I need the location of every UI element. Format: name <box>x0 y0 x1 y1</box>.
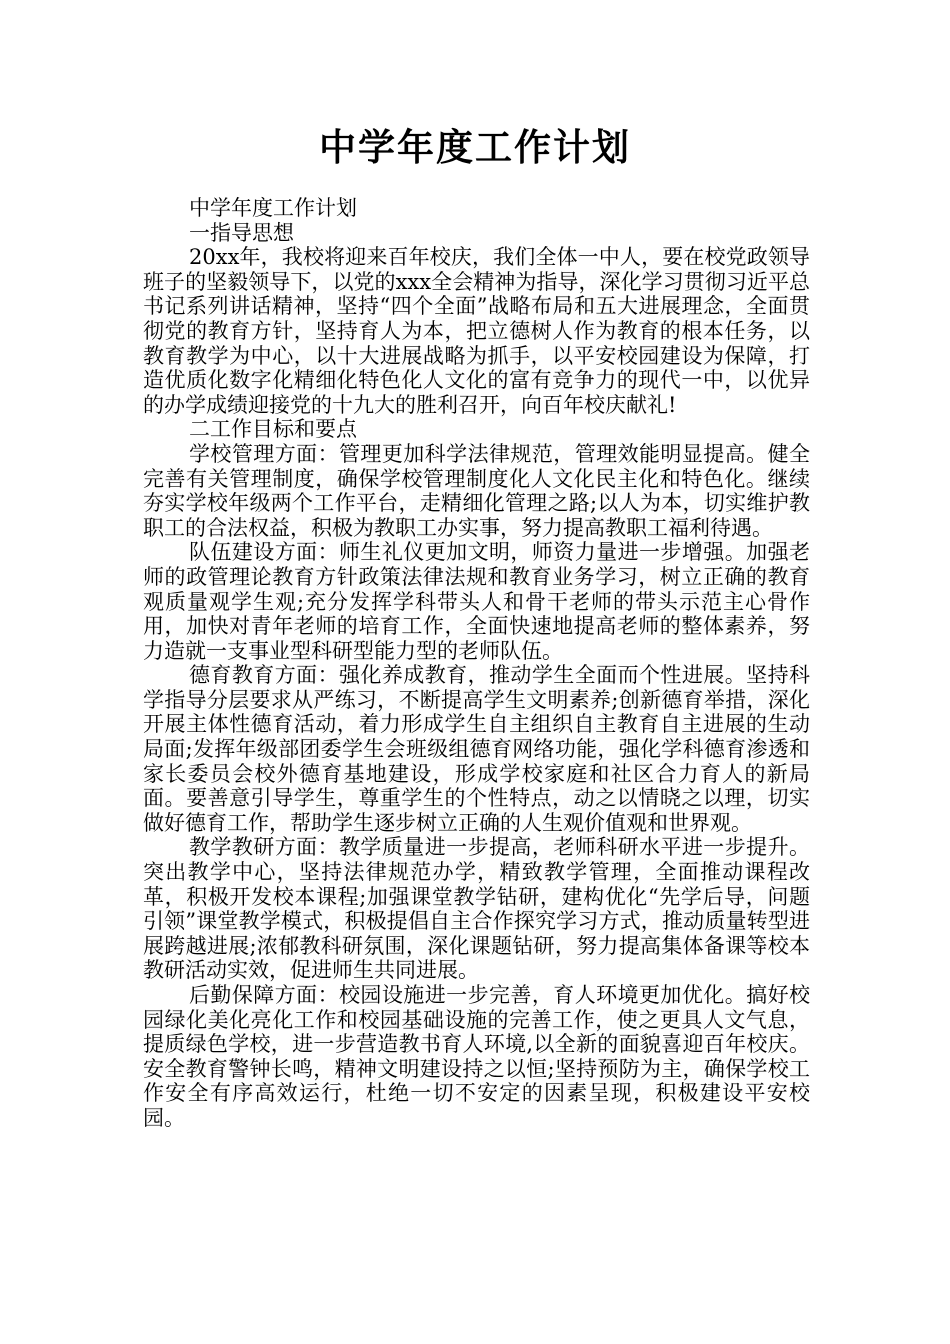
paragraph-moral-education: 德育教育方面：强化养成教育，推动学生全面而个性进展。坚持科学指导分层要求从严练习，不断提高学生文明素养;创新德育举措，深化开展主体性德育活动，着力形成学生自主组织自主教育自主进展的生动局面;发挥年级部团委学生会班级组德育网络功能，强化学科德育渗透和家长委员会校外德育基地建设，形成学校家庭和社区合力育人的新局面。要善意引导学生，尊重学生的个性特点，动之以情晓之以理，切实做好德育工作，帮助学生逐步树立正确的人生观价值观和世界观。 <box>143 663 810 835</box>
document-body <box>143 196 810 1131</box>
subtitle-paragraph: 中学年度工作计划 <box>189 196 357 220</box>
paragraph-guiding-thought: 20xx年，我校将迎来百年校庆，我们全体一中人，要在校党政领导班子的坚毅领导下，以党的xxx全会精神为指导，深化学习贯彻习近平总书记系列讲话精神，坚持“四个全面”战略布局和五大进展理念，全面贯彻党的教育方针，坚持育人为本，把立德树人作为教育的根本任务，以教育教学为中心，以十大进展战略为抓手，以平安校园建设为保障，打造优质化数字化精细化特色化人文化的富有竞争力的现代一中，以优异的办学成绩迎接党的十九大的胜利召开，向百年校庆献礼! <box>143 245 810 417</box>
paragraph-logistics: 后勤保障方面：校园设施进一步完善，育人环境更加优化。搞好校园绿化美化亮化工作和校园基础设施的完善工作，使之更具人文气息，提质绿色学校，进一步营造教书育人环境,以全新的面貌喜迎百年校庆。安全教育警钟长鸣，精神文明建设持之以恒;坚持预防为主，确保学校工作安全有序高效运行，杜绝一切不安定的因素呈现，积极建设平安校园。 <box>143 983 810 1130</box>
document-title: 中学年度工作计划 <box>319 126 631 169</box>
section-heading-goals: 二工作目标和要点 <box>189 417 357 442</box>
paragraph-school-management: 学校管理方面：管理更加科学法律规范，管理效能明显提高。健全完善有关管理制度，确保学校管理制度化人文化民主化和特色化。继续夯实学校年级两个工作平台，走精细化管理之路;以人为本，切实维护教职工的合法权益，积极为教职工办实事，努力提高教职工福利待遇。 <box>143 441 810 540</box>
section-heading-guiding-thought: 一指导思想 <box>189 220 294 245</box>
paragraph-team-building: 队伍建设方面：师生礼仪更加文明，师资力量进一步增强。加强老师的政管理论教育方针政策法律法规和教育业务学习，树立正确的教育观质量观学生观;充分发挥学科带头人和骨干老师的带头示范主心骨作用，加快对青年老师的培育工作，全面快速地提高老师的整体素养，努力造就一支事业型科研型能力型的老师队伍。 <box>143 540 810 663</box>
paragraph-teaching-research: 教学教研方面：教学质量进一步提高，老师科研水平进一步提升。突出教学中心，坚持法律规范办学，精致教学管理，全面推动课程改革，积极开发校本课程;加强课堂教学钻研，建构优化“先学后导，问题引领”课堂教学模式，积极提倡自主合作探究学习方式，推动质量转型进展跨越进展;浓郁教科研氛围，深化课题钻研，努力提高集体备课等校本教研活动实效，促进师生共同进展。 <box>143 835 810 983</box>
